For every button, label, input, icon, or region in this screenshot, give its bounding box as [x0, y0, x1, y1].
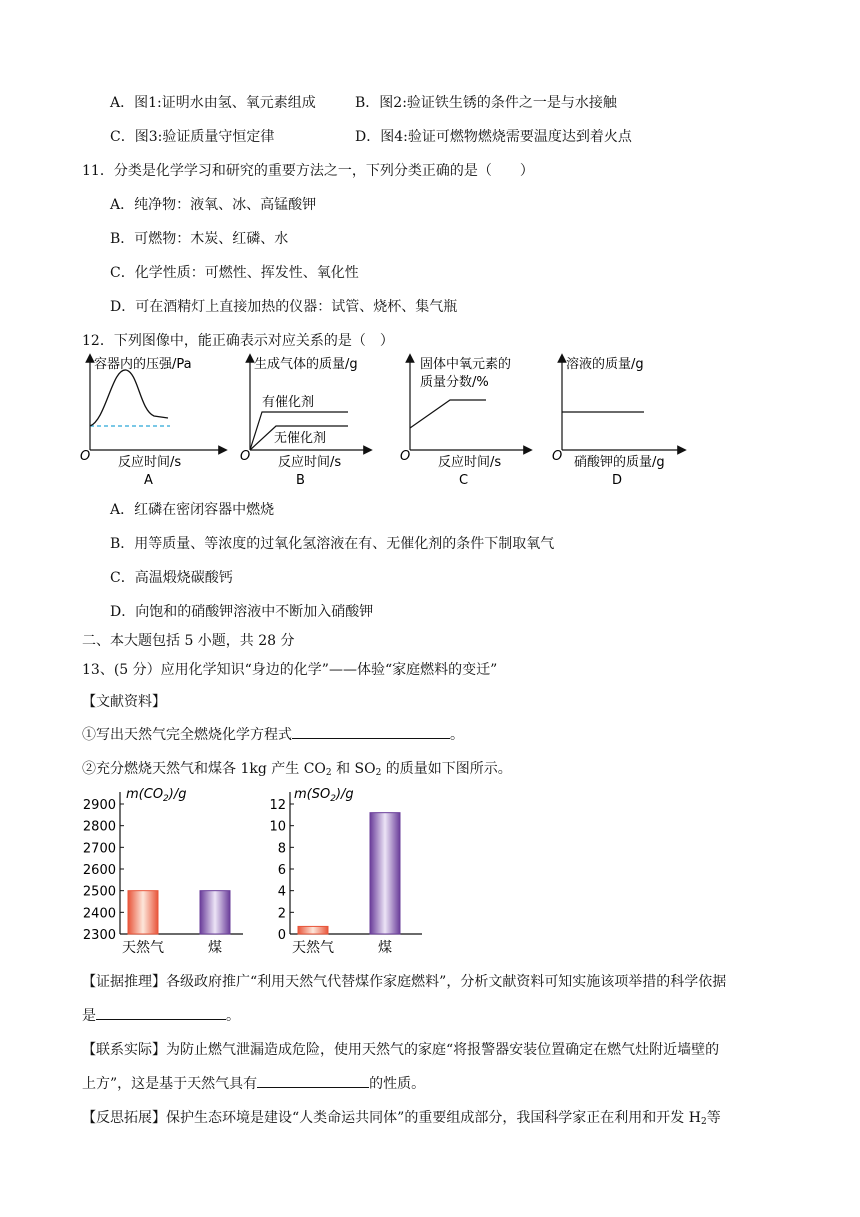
answer-blank-equation[interactable]	[292, 724, 450, 739]
chart-co2-bars	[122, 891, 230, 956]
q11-option-c: C．化学性质：可燃性、挥发性、氧化性	[110, 265, 359, 281]
graph-c-origin: O	[400, 449, 411, 464]
bar-coal-co2	[200, 891, 230, 934]
y-tick-label: 4	[277, 884, 286, 900]
q10-option-b: B．图2:验证铁生锈的条件之一是与水接触	[355, 95, 617, 111]
category-label: 煤	[208, 940, 222, 956]
q13-reflect-text: 【反思拓展】保护生态环境是建设“人类命运共同体”的重要组成部分，我国科学家正在利用和开发 H	[82, 1110, 701, 1126]
graph-d-xlabel: 硝酸钾的质量/g	[574, 455, 665, 470]
q11-stem: 11．分类是化学学习和研究的重要方法之一，下列分类正确的是（ ）	[82, 163, 534, 179]
graph-c-ylabel1: 固体中氧元素的	[420, 357, 512, 372]
q12-option-d: D．向饱和的硝酸钾溶液中不断加入硝酸钾	[110, 604, 374, 620]
q11-option-d: D．可在酒精灯上直接加热的仪器：试管、烧杯、集气瓶	[110, 299, 458, 315]
graph-a-ylabel: 容器内的压强/Pa	[94, 357, 192, 372]
q13-lit1-text: ①写出天然气完全燃烧化学方程式	[82, 727, 292, 743]
q13-lit1	[82, 724, 464, 744]
graph-d-ylabel: 溶液的质量/g	[566, 357, 644, 372]
q11-option-b: B．可燃物：木炭、红磷、水	[110, 231, 289, 247]
q13-evidence-line2	[82, 1005, 240, 1025]
bar-natural-gas-so2	[298, 926, 328, 934]
q13-practice-text: 上方”，这是基于天然气具有	[82, 1076, 258, 1092]
q12-option-c: C．高温煅烧碳酸钙	[110, 570, 233, 586]
graph-b-curve1: 有催化剂	[262, 395, 315, 410]
section-2-heading: 二、本大题包括 5 小题，共 28 分	[82, 633, 295, 649]
graph-d-origin: O	[552, 449, 563, 464]
graph-d-caption: D	[612, 473, 623, 488]
chart-co2-ticks	[83, 798, 124, 943]
q13-reflect	[82, 1107, 721, 1127]
category-label: 天然气	[292, 940, 334, 956]
graph-c-xlabel: 反应时间/s	[438, 455, 502, 470]
graph-d	[552, 356, 682, 488]
y-tick-label: 2400	[82, 906, 116, 922]
q10-option-a: A．图1:证明水由氢、氧元素组成	[110, 95, 316, 111]
graph-b-origin: O	[240, 449, 251, 464]
graph-b-xlabel: 反应时间/s	[278, 455, 342, 470]
q13-lit2	[82, 758, 512, 778]
q13-lit2-a: ②充分燃烧天然气和煤各 1kg 产生 CO	[82, 761, 326, 777]
graph-c	[400, 356, 528, 488]
graph-b-caption: B	[296, 473, 305, 488]
answer-blank-evidence[interactable]	[96, 1005, 226, 1020]
category-label: 煤	[378, 940, 392, 956]
q12-option-b: B．用等质量、等浓度的过氧化氢溶液在有、无催化剂的条件下制取氧气	[110, 536, 555, 552]
q12-option-a: A．红磷在密闭容器中燃烧	[110, 502, 275, 518]
graph-b-curve2: 无催化剂	[274, 431, 327, 446]
answer-blank-property[interactable]	[257, 1073, 369, 1088]
graph-a	[80, 356, 223, 488]
y-tick-label: 12	[269, 798, 286, 813]
graph-c-ylabel2: 质量分数/%	[420, 375, 489, 390]
co2-sub: 2	[325, 768, 332, 778]
q13-lit1-period: 。	[450, 727, 464, 743]
y-tick-label: 2300	[82, 928, 116, 943]
q13-practice-line2	[82, 1073, 425, 1093]
y-tick-label: 2700	[82, 841, 116, 857]
graph-b-ylabel: 生成气体的质量/g	[254, 357, 358, 372]
q13-practice-tail: 的性质。	[369, 1076, 426, 1092]
y-tick-label: 8	[277, 841, 286, 857]
graph-b	[240, 356, 368, 488]
q13-lit-heading: 【文献资料】	[82, 694, 166, 710]
y-tick-label: 2800	[82, 819, 116, 835]
chart-co2	[78, 784, 253, 969]
graph-c-caption: C	[459, 473, 469, 488]
bar-natural-gas-co2	[128, 891, 158, 934]
q10-option-d: D．图4:验证可燃物燃烧需要温度达到着火点	[355, 129, 632, 145]
y-tick-label: 6	[277, 863, 286, 878]
y-tick-label: 2	[277, 906, 286, 922]
h2-sub: 2	[700, 1117, 707, 1127]
y-tick-label: 0	[277, 928, 286, 943]
q12-graphs	[78, 350, 688, 490]
chart-co2-ylabel: $m(CO_2)/g$	[126, 787, 187, 804]
chart-so2	[262, 784, 437, 969]
graph-a-caption: A	[144, 473, 153, 488]
q13-lit2-b: 和 SO	[331, 761, 376, 777]
graph-a-xlabel: 反应时间/s	[118, 455, 182, 470]
y-tick-label: 2600	[82, 863, 116, 878]
q11-option-a: A．纯净物：液氧、冰、高锰酸钾	[110, 197, 317, 213]
q13-evidence-line1: 【证据推理】各级政府推广“利用天然气代替煤作家庭燃料”，分析文献资料可知实施该项举措的科学依据	[82, 974, 727, 990]
q12-stem: 12．下列图像中，能正确表示对应关系的是（ ）	[82, 333, 394, 349]
bar-coal-so2	[370, 813, 400, 934]
graph-a-origin: O	[80, 449, 91, 464]
y-tick-label: 2900	[82, 798, 116, 813]
q10-option-c: C．图3:验证质量守恒定律	[110, 129, 275, 145]
q13-reflect-tail: 等	[706, 1110, 721, 1126]
so2-sub: 2	[375, 768, 382, 778]
q13-lit2-c: 的质量如下图所示。	[381, 761, 512, 777]
q13-practice-line1: 【联系实际】为防止燃气泄漏造成危险，使用天然气的家庭“将报警器安装位置确定在燃气灶附近墙壁的	[82, 1042, 720, 1058]
chart-so2-ylabel: $m(SO_2)/g$	[294, 787, 354, 804]
y-tick-label: 10	[269, 819, 286, 835]
category-label: 天然气	[122, 940, 164, 956]
q13-evidence-shi: 是	[82, 1008, 96, 1024]
y-tick-label: 2500	[82, 884, 116, 900]
q13-evidence-period: 。	[226, 1008, 240, 1024]
q13-stem: 13、(5 分）应用化学知识“身边的化学”——体验“家庭燃料的变迁”	[82, 662, 498, 678]
